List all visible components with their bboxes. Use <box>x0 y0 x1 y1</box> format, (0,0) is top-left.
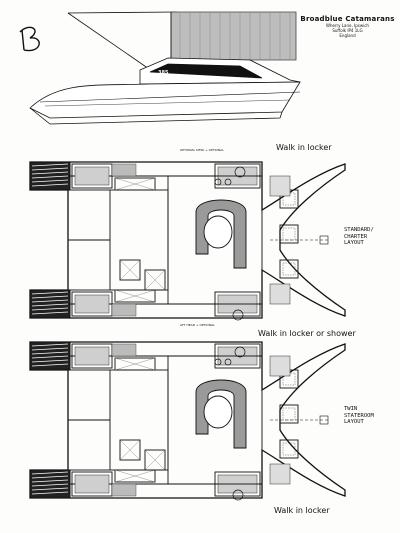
label-twin-line-3: LAYOUT <box>344 419 364 425</box>
label-standard-line-3: LAYOUT <box>344 240 364 246</box>
callout-bottom-locker: Walk in locker <box>274 506 330 515</box>
callout-top-locker: Walk in locker <box>276 143 332 152</box>
brand-address-2: Suffolk IP4 1LG <box>332 28 363 33</box>
brand-address-3: England <box>339 33 356 38</box>
label-twin-layout <box>344 406 374 426</box>
label-standard-layout <box>344 227 374 247</box>
brand-block <box>300 15 395 38</box>
label-standard-line-1: STANDARD/ <box>344 227 374 233</box>
label-twin-line-2: STATEROOM <box>344 412 374 419</box>
logo-mark <box>20 27 39 50</box>
label-standard-line-2: CHARTER <box>344 233 368 240</box>
deck-plan-twin <box>30 342 345 500</box>
brand-address-1: Wherry Lane, Ipswich <box>326 23 369 28</box>
hull-mark: 385 <box>158 70 169 76</box>
label-twin-line-1: TWIN <box>344 406 358 412</box>
brand-name: Broadblue Catamarans <box>300 15 395 23</box>
note-mid-plan: AFT HEAD + OPTIONAL <box>180 323 215 327</box>
callout-middle-locker: Walk in locker or shower <box>258 329 356 338</box>
deck-plan-standard <box>30 162 345 320</box>
boat-profile <box>30 12 300 124</box>
note-top-plan: OPTIONAL DESK + OPTIONAL <box>180 148 224 152</box>
